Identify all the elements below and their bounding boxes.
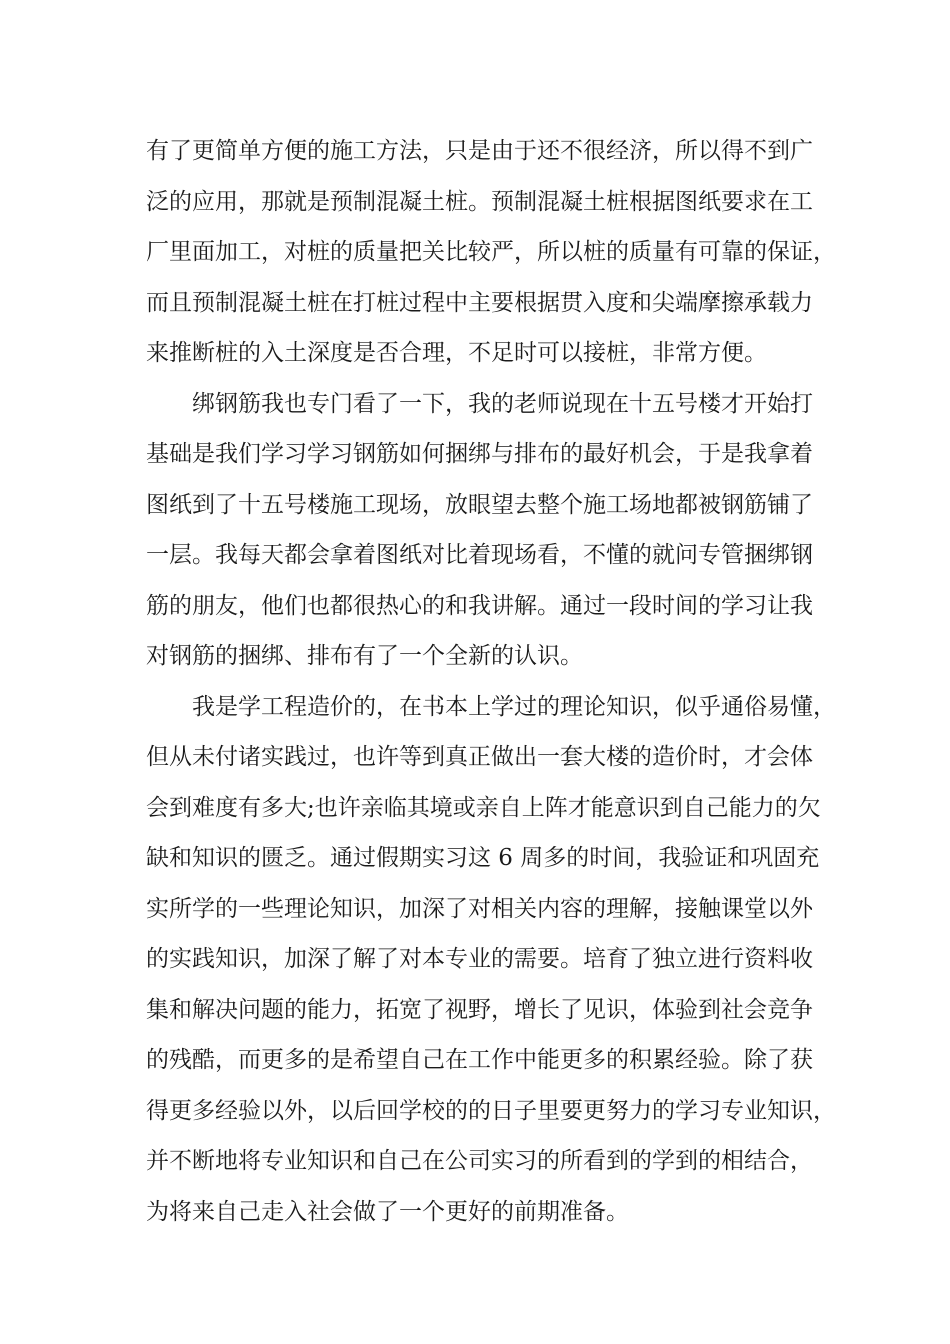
paragraph-line: 并不断地将专业知识和自己在公司实习的所看到的学到的相结合，	[146, 1148, 813, 1174]
paragraph-line: 但从未付诸实践过，也许等到真正做出一套大楼的造价时，才会体	[146, 744, 813, 770]
document-body	[146, 126, 836, 1237]
paragraph-line: 为将来自己走入社会做了一个更好的前期准备。	[146, 1198, 629, 1225]
paragraph-line: 一层。我每天都会拿着图纸对比着现场看，不懂的就问专管捆绑钢	[146, 542, 813, 568]
paragraph-line: 实所学的一些理论知识，加深了对相关内容的理解，接触课堂以外	[146, 895, 813, 922]
paragraph-line: 我是学工程造价的，在书本上学过的理论知识，似乎通俗易懂，	[192, 693, 836, 720]
paragraph-line: 会到难度有多大;也许亲临其境或亲自上阵才能意识到自己能力的欠	[146, 794, 821, 821]
paragraph-line: 绑钢筋我也专门看了一下，我的老师说现在十五号楼才开始打	[192, 390, 813, 417]
paragraph-line: 集和解决问题的能力，拓宽了视野，增长了见识，体验到社会竞争	[146, 996, 813, 1023]
paragraph-2	[146, 379, 822, 682]
paragraph-line: 筋的朋友，他们也都很热心的和我讲解。通过一段时间的学习让我	[146, 592, 813, 619]
paragraph-3	[146, 682, 836, 1238]
paragraph-line: 图纸到了十五号楼施工现场，放眼望去整个施工场地都被钢筋铺了	[146, 491, 813, 518]
paragraph-line: 基础是我们学习学习钢筋如何捆绑与排布的最好机会，于是我拿着	[146, 441, 813, 467]
paragraph-1	[146, 126, 836, 379]
paragraph-line: 来推断桩的入土深度是否合理，不足时可以接桩，非常方便。	[146, 340, 767, 366]
paragraph-line: 厂里面加工，对桩的质量把关比较严，所以桩的质量有可靠的保证，	[146, 239, 836, 265]
paragraph-line: 的实践知识，加深了解了对本专业的需要。培育了独立进行资料收	[146, 946, 813, 972]
paragraph-line: 有了更简单方便的施工方法，只是由于还不很经济，所以得不到广	[146, 138, 813, 164]
paragraph-line: 得更多经验以外，以后回学校的的日子里要更努力的学习专业知识，	[146, 1097, 836, 1124]
paragraph-line: 的残酷，而更多的是希望自己在工作中能更多的积累经验。除了获	[146, 1047, 813, 1073]
paragraph-line: 缺和知识的匮乏。通过假期实习这 6 周多的时间，我验证和巩固充	[146, 845, 820, 871]
paragraph-line: 对钢筋的捆绑、排布有了一个全新的认识。	[146, 643, 583, 669]
paragraph-line: 而且预制混凝土桩在打桩过程中主要根据贯入度和尖端摩擦承载力	[146, 289, 813, 316]
paragraph-line: 泛的应用，那就是预制混凝土桩。预制混凝土桩根据图纸要求在工	[146, 188, 813, 215]
